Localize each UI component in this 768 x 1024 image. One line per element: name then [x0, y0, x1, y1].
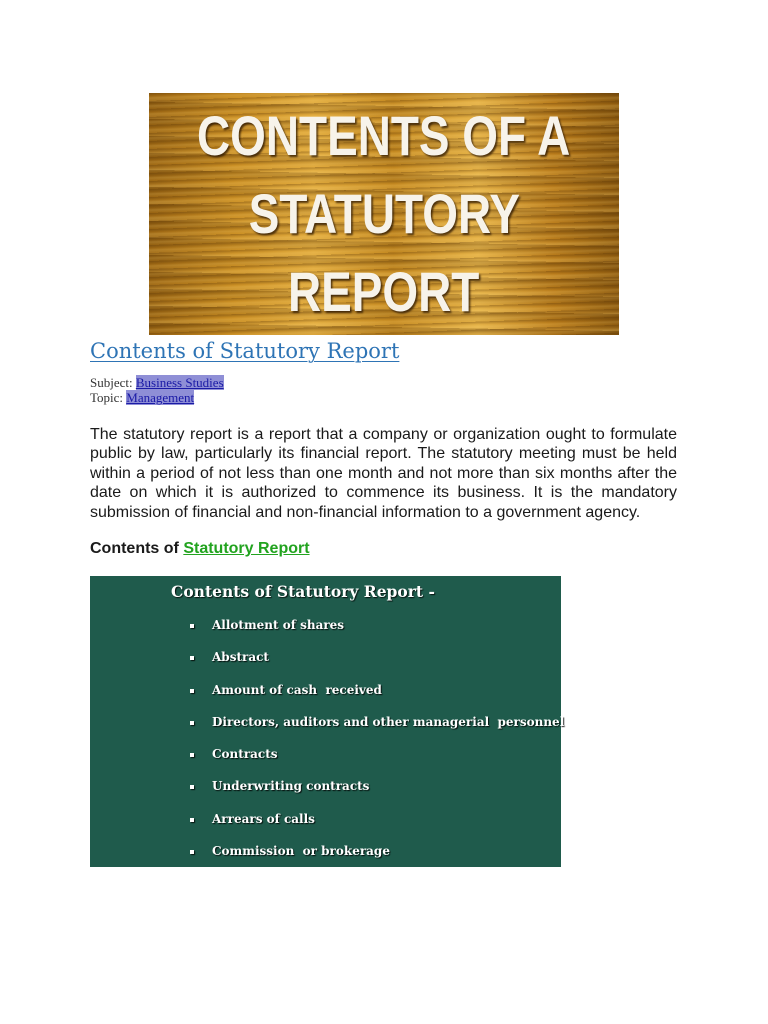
section-heading: [90, 540, 310, 558]
square-bullet-icon: [190, 624, 194, 628]
topic-label: Topic:: [90, 390, 124, 405]
square-bullet-icon: [190, 818, 194, 822]
square-bullet-icon: [190, 753, 194, 757]
slide-item-text: Commission or brokerage: [212, 844, 390, 859]
slide-item-text: Amount of cash received: [212, 682, 382, 697]
banner-line-1: CONTENTS OF A: [197, 104, 571, 167]
topic-line: [90, 390, 194, 405]
contents-slide-image: [90, 576, 565, 867]
square-bullet-icon: [190, 850, 194, 854]
square-bullet-icon: [190, 785, 194, 789]
subject-link[interactable]: Business Studies: [135, 375, 224, 390]
banner-image: [149, 93, 619, 335]
topic-link[interactable]: Management: [126, 390, 195, 405]
article-title[interactable]: Contents of Statutory Report: [90, 339, 400, 363]
section-heading-link[interactable]: Statutory Report: [183, 540, 310, 557]
subject-label: Subject:: [90, 375, 133, 390]
subject-line: [90, 375, 224, 390]
square-bullet-icon: [190, 721, 194, 725]
square-bullet-icon: [190, 656, 194, 660]
square-bullet-icon: [190, 689, 194, 693]
slide-item-text: Directors, auditors and other managerial personnel: [212, 714, 565, 729]
slide-item-text: Arrears of calls: [212, 811, 315, 826]
intro-paragraph: The statutory report is a report that a company or organization ought to formulate public by law, particularly its financial report. The statutory meeting must be held within a period of not less than one month and not more than six months after the date on which it is authorized to commence its business. It is the mandatory submission of financial and non-financial information to a government agency.: [90, 426, 677, 521]
slide-item-text: Abstract: [212, 650, 269, 665]
slide-item-text: Allotment of shares: [212, 618, 345, 632]
banner-line-2: STATUTORY: [248, 182, 520, 245]
banner-line-3: REPORT: [288, 260, 480, 323]
slide-title: Contents of Statutory Report -: [171, 582, 435, 601]
slide-item-text: Underwriting contracts: [212, 779, 370, 794]
slide-item-text: Contracts: [212, 747, 278, 762]
section-heading-prefix: Contents of: [90, 540, 179, 557]
